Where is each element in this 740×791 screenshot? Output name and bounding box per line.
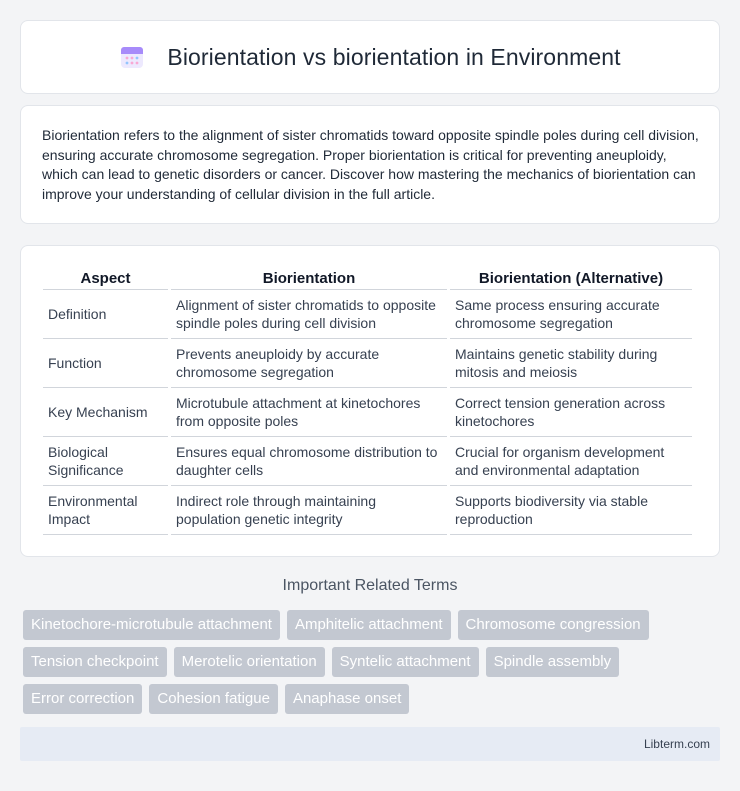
table-cell: Function	[43, 339, 168, 388]
table-row	[43, 486, 692, 535]
table-header-row	[43, 265, 692, 290]
related-term-tag[interactable]: Spindle assembly	[486, 647, 620, 677]
table-cell: Biological Significance	[43, 437, 168, 486]
table-cell: Same process ensuring accurate chromosome segregation	[450, 290, 692, 339]
related-term-tag[interactable]: Syntelic attachment	[332, 647, 479, 677]
header-card	[20, 20, 720, 94]
related-term-tag[interactable]: Error correction	[23, 684, 142, 714]
table-cell: Definition	[43, 290, 168, 339]
related-term-tag[interactable]: Chromosome congression	[458, 610, 649, 640]
related-term-tag[interactable]: Kinetochore-microtubule attachment	[23, 610, 280, 640]
table-cell: Supports biodiversity via stable reproduction	[450, 486, 692, 535]
column-header: Biorientation	[171, 265, 447, 290]
table-cell: Indirect role through maintaining population genetic integrity	[171, 486, 447, 535]
related-term-tag[interactable]: Tension checkpoint	[23, 647, 167, 677]
table-row	[43, 437, 692, 486]
table-row	[43, 339, 692, 388]
calendar-icon	[119, 44, 145, 70]
related-term-tag[interactable]: Merotelic orientation	[174, 647, 325, 677]
intro-card	[20, 105, 720, 224]
table-cell: Prevents aneuploidy by accurate chromosome segregation	[171, 339, 447, 388]
table-cell: Alignment of sister chromatids to opposite spindle poles during cell division	[171, 290, 447, 339]
table-cell: Microtubule attachment at kinetochores from opposite poles	[171, 388, 447, 437]
comparison-table	[40, 265, 695, 535]
table-cell: Crucial for organism development and environmental adaptation	[450, 437, 692, 486]
table-row	[43, 388, 692, 437]
table-cell: Maintains genetic stability during mitosis and meiosis	[450, 339, 692, 388]
table-row	[43, 290, 692, 339]
related-term-tag[interactable]: Anaphase onset	[285, 684, 409, 714]
table-cell: Ensures equal chromosome distribution to daughter cells	[171, 437, 447, 486]
column-header: Aspect	[43, 265, 168, 290]
related-term-tag[interactable]: Cohesion fatigue	[149, 684, 278, 714]
footer-site-link[interactable]: Libterm.com	[643, 737, 710, 751]
related-terms-list	[23, 610, 703, 721]
related-term-tag[interactable]: Amphitelic attachment	[287, 610, 451, 640]
page-title: Biorientation vs biorientation in Environment	[167, 43, 621, 70]
column-header: Biorientation (Alternative)	[450, 265, 692, 290]
table-cell: Correct tension generation across kinetochores	[450, 388, 692, 437]
table-cell: Key Mechanism	[43, 388, 168, 437]
related-terms-heading: Important Related Terms	[282, 577, 458, 594]
comparison-table-card	[20, 245, 720, 557]
table-cell: Environmental Impact	[43, 486, 168, 535]
footer	[20, 727, 720, 761]
intro-text: Biorientation refers to the alignment of sister chromatids toward opposite spindle poles during cell division, ensuring accurate chromosome segregation. Proper biorientation is critical for preventing aneuploidy, which can lead to genetic disorders or cancer. Discover how mastering the mechanics of biorientation can improve your understanding of cellular division in the full article.	[42, 127, 699, 202]
